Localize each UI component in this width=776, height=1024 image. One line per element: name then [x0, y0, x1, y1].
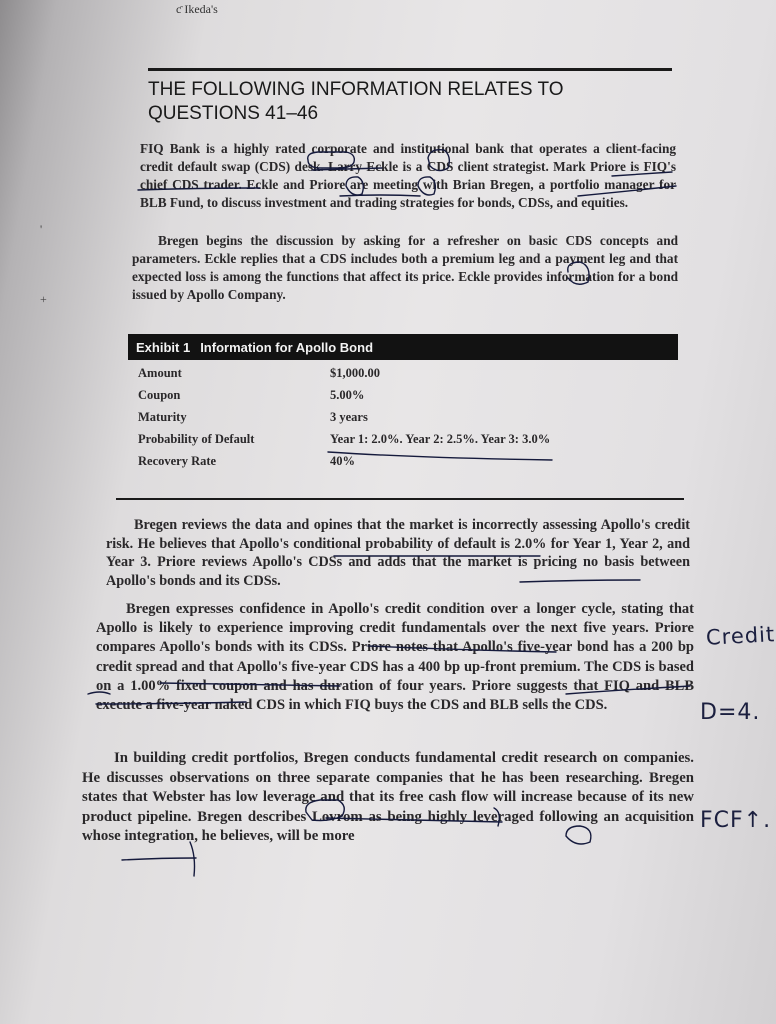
handwritten-note-credit: Credit — [705, 622, 776, 650]
paragraph-cds-refresher: Bregen begins the discussion by asking for a refresher on basic CDS concepts and parameters. Eckle replies that a CDS includes both a premium leg and a payment leg and that expected loss is among the functions that affect its price. Eckle provides information for a bond issued by Apollo Company. — [132, 233, 678, 302]
margin-dot: + — [40, 292, 47, 306]
row-value: $1,000.00 — [330, 365, 380, 380]
pen-underline — [340, 195, 420, 196]
pen-underline — [138, 188, 260, 190]
pen-underline — [368, 646, 556, 652]
pen-circle — [566, 826, 591, 844]
paragraph-credit-research: In building credit portfolios, Bregen conducts fundamental credit research on companies. He discusses observations on three separate companies that he has been researching. Bregen states that Webster has low leverage and that its free cash flow will increase because of its new product pipeline. Bregen describes Lovrom as being highly leveraged following an acquisition whose integration, he believes, will be more — [82, 750, 694, 844]
pen-underline — [578, 186, 676, 196]
pen-underline — [160, 683, 340, 686]
paragraph-credit-risk: Bregen reviews the data and opines that the market is incorrectly assessing Apollo's credit risk. He believes that Apollo's conditional probability of default is 2.0% for Year 1, Year 2, and Year 3. Priore reviews Apollo's CDSs and adds that the market is pricing no basis between Apollo's bonds and its CDSs. — [106, 517, 690, 589]
pen-bracket — [494, 808, 499, 826]
row-label: Amount — [138, 365, 182, 380]
pen-underline — [328, 452, 552, 460]
section-title: THE FOLLOWING INFORMATION RELATES TO QUESTIONS 41–46 — [148, 79, 564, 124]
pen-underline — [326, 818, 502, 822]
row-value: 3 years — [330, 409, 368, 424]
running-header: ƈ Ikeda's — [176, 2, 218, 16]
pen-underline — [612, 172, 672, 176]
row-label: Probability of Default — [138, 431, 255, 446]
pen-stroke — [190, 842, 195, 876]
paragraph-naked-cds: Bregen expresses confidence in Apollo's credit condition over a longer cycle, stating that Apollo is likely to experience improving credit fundamentals over the next five years. Priore compares Apollo's bonds with its CDSs. Priore notes that Apollo's five-year bond has a 200 bp credit spread and that Apollo's five-year CDS has a 400 bp up-front premium. The CDS is based on a 1.00% fixed coupon and has duration of four years. Priore suggests that FIQ and BLB execute a five-year naked CDS in which FIQ buys the CDS and BLB sells the CDS. — [96, 601, 694, 714]
pen-circle — [428, 150, 449, 171]
row-label: Maturity — [138, 409, 187, 424]
pen-circle — [308, 152, 355, 168]
pen-circle — [568, 262, 589, 284]
row-value: 40% — [330, 453, 355, 468]
pen-underline — [88, 692, 110, 694]
row-label: Coupon — [138, 387, 181, 402]
exhibit-title: Information for Apollo Bond — [200, 339, 374, 355]
pen-circle — [306, 800, 344, 821]
exhibit-label: Exhibit 1 — [136, 339, 191, 355]
handwritten-note-duration: D=4. — [700, 700, 761, 725]
margin-dot: ' — [40, 222, 43, 236]
pen-underline — [96, 702, 246, 704]
pen-circle — [418, 177, 435, 195]
paragraph-intro: FIQ Bank is a highly rated corporate and institutional bank that operates a client-facing credit default swap (CDS) desk. Larry Eckle is a CDS client strategist. Mark Priore is FIQ's chief CDS trader. Eckle and Priore are meeting with Brian Bregen, a portfolio manager for BLB Fund, to discuss investment and trading strategies for bonds, CDSs, and equities. — [140, 141, 676, 210]
pen-underline — [520, 580, 640, 582]
row-value: Year 1: 2.0%. Year 2: 2.5%. Year 3: 3.0% — [330, 431, 551, 446]
handwritten-note-fcf: FCF↑. — [700, 808, 772, 833]
pen-underline — [122, 858, 196, 860]
pen-underline — [566, 686, 690, 694]
row-value: 5.00% — [330, 387, 365, 402]
row-label: Recovery Rate — [138, 453, 217, 468]
pen-circle — [346, 177, 363, 195]
